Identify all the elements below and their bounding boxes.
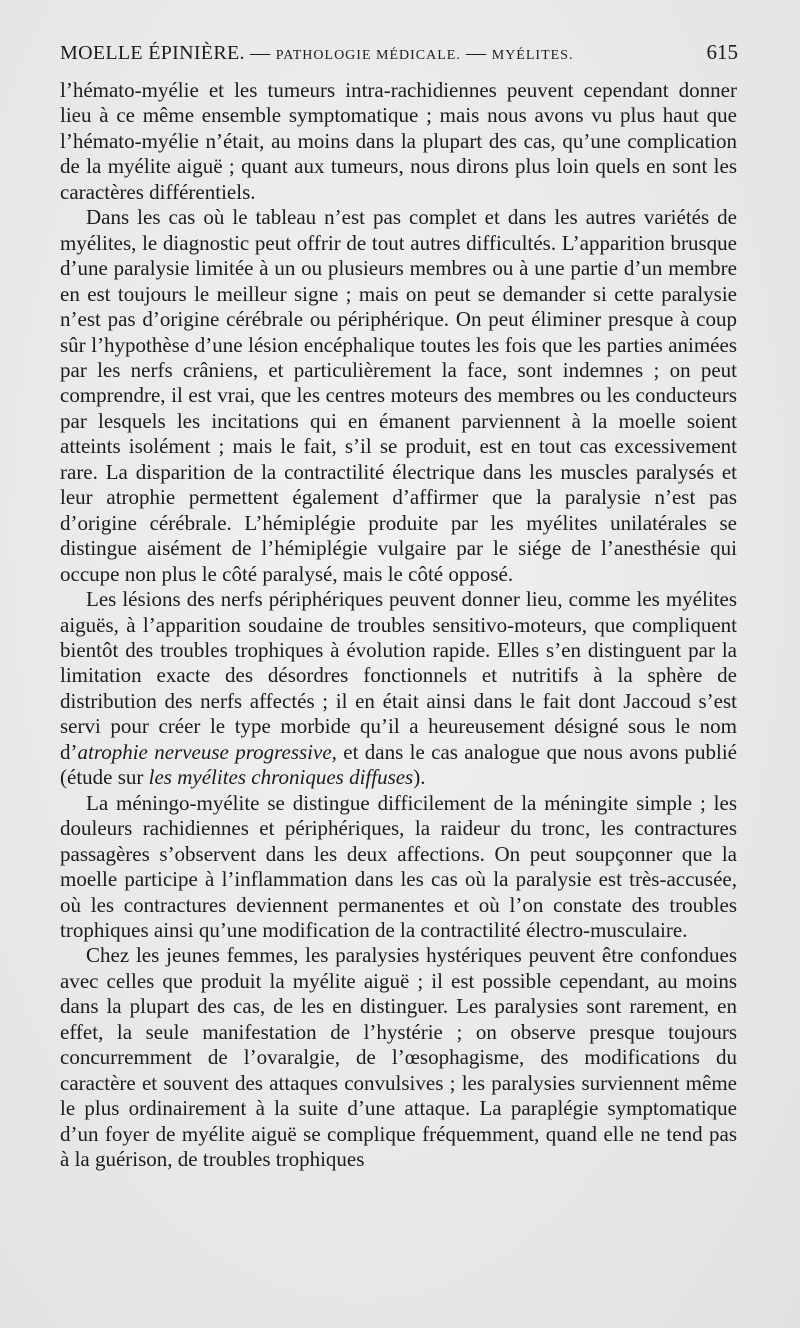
title-sub-1: PATHOLOGIE MÉDICALE. xyxy=(275,48,461,63)
running-header xyxy=(60,40,738,74)
paragraph-2: Dans les cas où le tableau n’est pas complet et dans les autres variétés de myélites, le diagnostic peut offrir de tout autres difficultés. L’apparition brusque d’une paralysie limitée à un ou plusieurs membres ou à une partie d’un membre en est toujours le meilleur signe ; mais on peut se demander si cette paralysie n’est pas d’origine cérébrale ou périphérique. On peut éliminer presque à coup sûr l’hypothèse d’une lésion encéphalique toutes les fois que les parties animées par les nerfs crâniens, et particulièrement la face, sont indemnes ; on peut comprendre, il est vrai, que les centres moteurs des membres ou les conducteurs par lesquels les incitations qui en émanent parviennent à la moelle soient atteints isolément ; mais le fait, s’il se produit, est en tout cas excessivement rare. La disparition de la contractilité électrique dans les muscles paralysés et leur atrophie permettent également d’affirmer que la paralysie n’est pas d’origine cérébrale. L’hémiplégie produite par les myélites unilatérales se distingue aisément de l’hémiplégie vulgaire par le siége de l’anesthésie qui occupe non plus le côté paralysé, mais le côté opposé. xyxy=(60,205,737,586)
paragraph-3 xyxy=(60,587,737,791)
paragraph-3-part-b: , et dans le cas analogue que nous avons publié (étude sur xyxy=(60,739,737,790)
paragraph-3-part-c: ). xyxy=(413,765,426,790)
paragraph-3-part-a: Les lésions des nerfs périphériques peuvent donner lieu, comme les myélites aiguës, à l’apparition soudaine de troubles sensitivo-moteurs, que compliquent bientôt des troubles trophiques à évolution rapide. Elles s’en distinguent par la limitation exacte des désordres fonctionnels et nutritifs à la sphère de distribution des nerfs affectés ; il en était ainsi dans le fait dont Jaccoud s’est servi pour créer le type morbide qu’il a heureusement désigné sous le nom d’ xyxy=(60,587,737,764)
paragraph-1: l’hémato-myélie et les tumeurs intra-rachidiennes peuvent cependant donner lieu à ce même ensemble symptomatique ; mais nous avons vu plus haut que l’hémato-myélie n’était, au moins dans la plupart des cas, qu’une complication de la myélite aiguë ; quant aux tumeurs, nous dirons plus loin quels en sont les caractères différentiels. xyxy=(60,78,737,204)
paragraph-4: La méningo-myélite se distingue difficilement de la méningite simple ; les douleurs rachidiennes et périphériques, la raideur du tronc, les contractures passagères s’observent dans les deux affections. On peut soupçonner que la moelle participe à l’inflammation dans les cas où la paralysie est très-accusée, où les contractures deviennent permanentes et où l’on constate des troubles trophiques ainsi qu’une modification de la contractilité électro-musculaire. xyxy=(60,790,737,942)
italic-term-atrophie: atrophie nerveuse progressive xyxy=(77,739,332,764)
title-dash-1: — xyxy=(244,42,276,64)
page-number: 615 xyxy=(706,40,738,64)
title-main: MOELLE ÉPINIÈRE. xyxy=(60,42,245,64)
paragraph-5: Chez les jeunes femmes, les paralysies hystériques peuvent être confondues avec celles que produit la myélite aiguë ; il est possible cependant, au moins dans la plupart des cas, de les en distinguer. Les paralysies sont rarement, en effet, la seule manifestation de l’hystérie ; on observe presque toujours concurremment de l’ovaralgie, de l’œsophagisme, des modifications du caractère et souvent des attaques convulsives ; les paralysies surviennent même le plus ordinairement à la suite d’une attaque. La paraplégie symptomatique d’un foyer de myélite aiguë se complique fréquemment, quand elle ne tend pas à la guérison, de troubles trophiques xyxy=(60,943,737,1172)
running-title xyxy=(60,42,573,65)
title-dash-2: — xyxy=(460,42,492,64)
italic-term-myelites: les myélites chroniques diffuses xyxy=(148,765,414,790)
title-sub-2: MYÉLITES. xyxy=(491,48,574,63)
body-text xyxy=(60,78,737,1172)
